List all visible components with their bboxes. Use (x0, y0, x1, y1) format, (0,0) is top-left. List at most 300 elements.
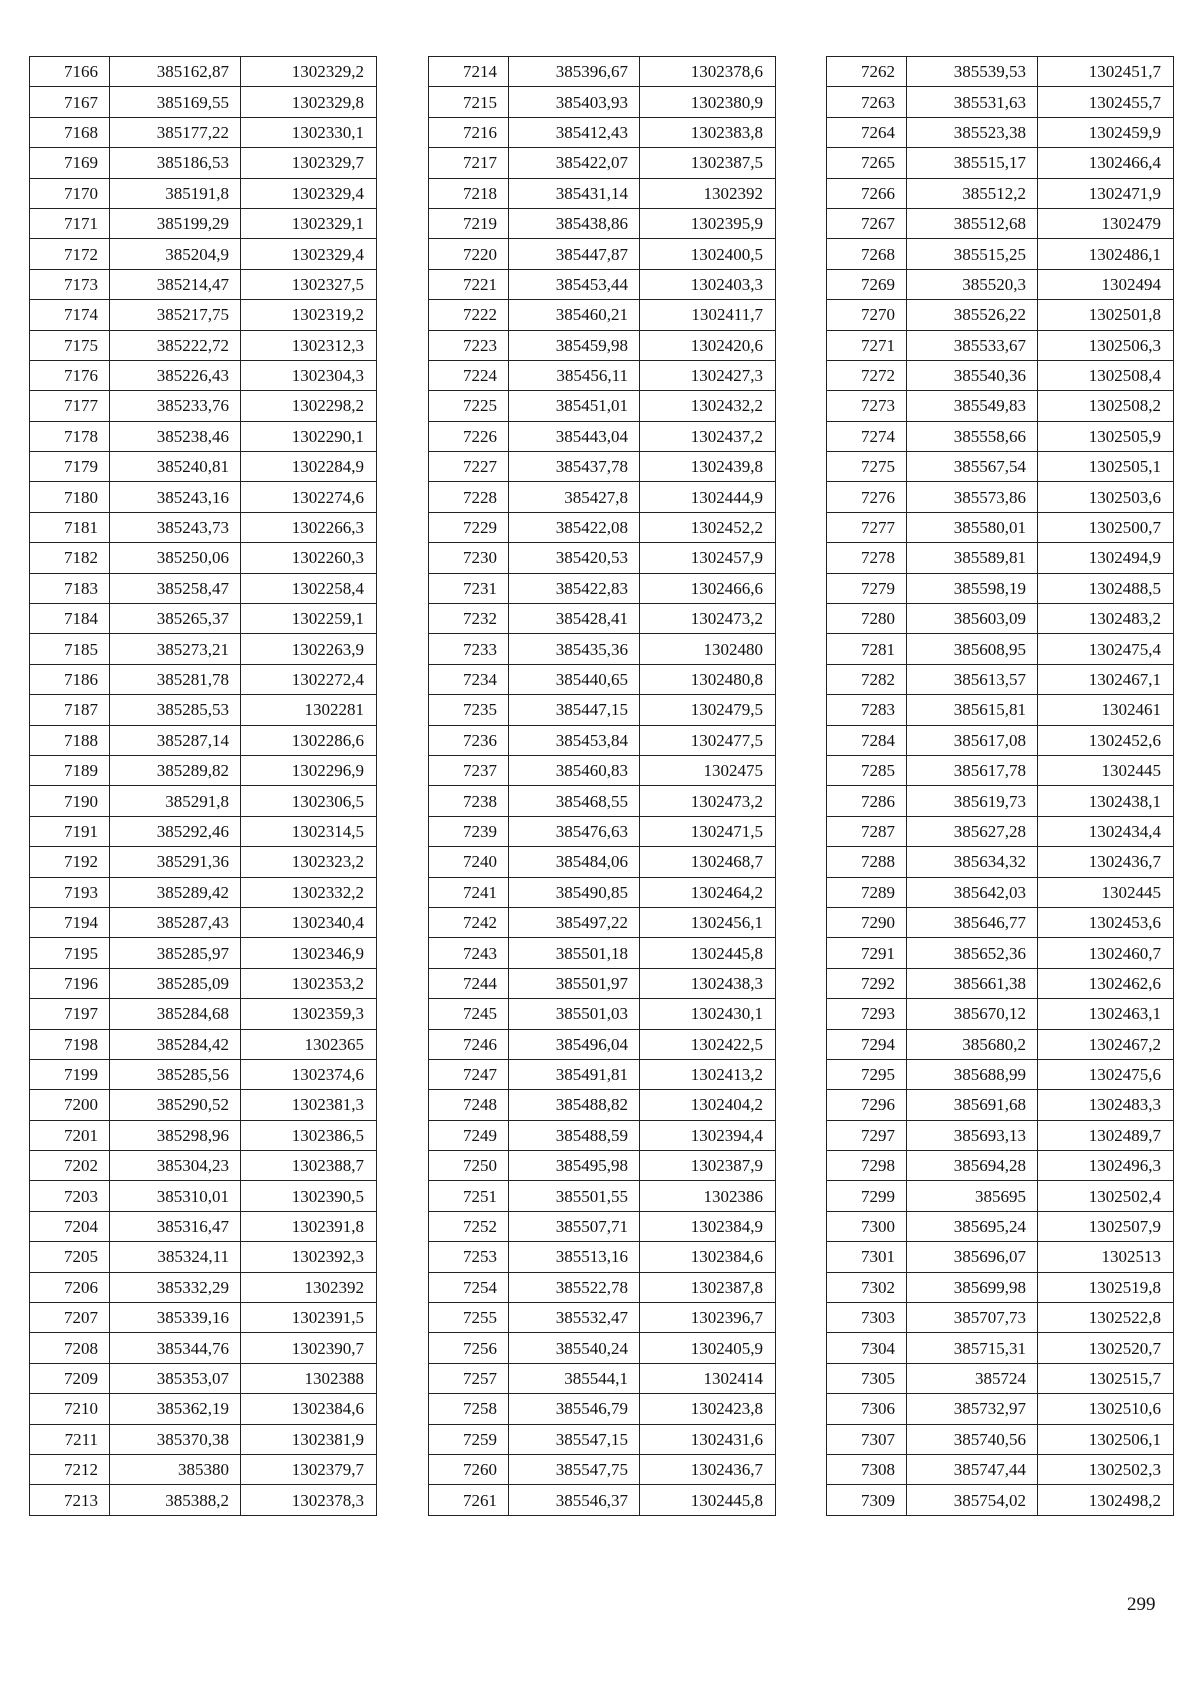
y-coordinate-cell: 1302473,2 (640, 786, 776, 816)
y-coordinate-cell: 1302456,1 (640, 907, 776, 937)
point-number-cell: 7258 (429, 1394, 509, 1424)
x-coordinate-cell: 385680,2 (907, 1029, 1038, 1059)
y-coordinate-cell: 1302411,7 (640, 300, 776, 330)
y-coordinate-cell: 1302505,9 (1038, 421, 1174, 451)
x-coordinate-cell: 385191,8 (110, 178, 241, 208)
point-number-cell: 7246 (429, 1029, 509, 1059)
table-row (30, 543, 377, 573)
y-coordinate-cell: 1302353,2 (241, 968, 377, 998)
x-coordinate-cell: 385754,02 (907, 1485, 1038, 1515)
y-coordinate-cell: 1302500,7 (1038, 512, 1174, 542)
point-number-cell: 7209 (30, 1363, 110, 1393)
point-number-cell: 7260 (429, 1454, 509, 1484)
table-row (30, 1424, 377, 1454)
table-row (429, 999, 776, 1029)
x-coordinate-cell: 385370,38 (110, 1424, 241, 1454)
y-coordinate-cell: 1302483,2 (1038, 604, 1174, 634)
y-coordinate-cell: 1302488,5 (1038, 573, 1174, 603)
table-row (429, 269, 776, 299)
y-coordinate-cell: 1302520,7 (1038, 1333, 1174, 1363)
x-coordinate-cell: 385468,55 (509, 786, 640, 816)
table-row (429, 573, 776, 603)
x-coordinate-cell: 385490,85 (509, 877, 640, 907)
table-row (429, 1211, 776, 1241)
x-coordinate-cell: 385339,16 (110, 1303, 241, 1333)
table-row (429, 512, 776, 542)
table-row (827, 482, 1174, 512)
x-coordinate-cell: 385316,47 (110, 1211, 241, 1241)
table-row (429, 1029, 776, 1059)
point-number-cell: 7234 (429, 664, 509, 694)
point-number-cell: 7200 (30, 1090, 110, 1120)
y-coordinate-cell: 1302505,1 (1038, 452, 1174, 482)
table-row (827, 117, 1174, 147)
y-coordinate-cell: 1302290,1 (241, 421, 377, 451)
table-row (30, 755, 377, 785)
point-number-cell: 7167 (30, 87, 110, 117)
x-coordinate-cell: 385476,63 (509, 816, 640, 846)
table-row (429, 1242, 776, 1272)
table-row (30, 938, 377, 968)
x-coordinate-cell: 385428,41 (509, 604, 640, 634)
point-number-cell: 7236 (429, 725, 509, 755)
table-row (827, 208, 1174, 238)
x-coordinate-cell: 385443,04 (509, 421, 640, 451)
table-row (429, 300, 776, 330)
y-coordinate-cell: 1302329,1 (241, 208, 377, 238)
y-coordinate-cell: 1302284,9 (241, 452, 377, 482)
table-row (429, 1394, 776, 1424)
x-coordinate-cell: 385233,76 (110, 391, 241, 421)
table-row (30, 1363, 377, 1393)
point-number-cell: 7184 (30, 604, 110, 634)
table-row (429, 907, 776, 937)
point-number-cell: 7281 (827, 634, 907, 664)
y-coordinate-cell: 1302381,3 (241, 1090, 377, 1120)
table-row (429, 695, 776, 725)
x-coordinate-cell: 385740,56 (907, 1424, 1038, 1454)
table-row (429, 938, 776, 968)
point-number-cell: 7284 (827, 725, 907, 755)
table-row (429, 148, 776, 178)
table-row (30, 1181, 377, 1211)
table-row (827, 1151, 1174, 1181)
x-coordinate-cell: 385362,19 (110, 1394, 241, 1424)
table-row (429, 1485, 776, 1515)
x-coordinate-cell: 385447,87 (509, 239, 640, 269)
table-row (429, 117, 776, 147)
x-coordinate-cell: 385512,2 (907, 178, 1038, 208)
point-number-cell: 7253 (429, 1242, 509, 1272)
y-coordinate-cell: 1302508,4 (1038, 360, 1174, 390)
y-coordinate-cell: 1302258,4 (241, 573, 377, 603)
x-coordinate-cell: 385459,98 (509, 330, 640, 360)
x-coordinate-cell: 385670,12 (907, 999, 1038, 1029)
point-number-cell: 7192 (30, 847, 110, 877)
y-coordinate-cell: 1302506,1 (1038, 1424, 1174, 1454)
table-row (827, 1485, 1174, 1515)
table-row (827, 148, 1174, 178)
x-coordinate-cell: 385501,97 (509, 968, 640, 998)
x-coordinate-cell: 385238,46 (110, 421, 241, 451)
y-coordinate-cell: 1302452,2 (640, 512, 776, 542)
y-coordinate-cell: 1302444,9 (640, 482, 776, 512)
table-row (827, 938, 1174, 968)
x-coordinate-cell: 385693,13 (907, 1120, 1038, 1150)
point-number-cell: 7309 (827, 1485, 907, 1515)
point-number-cell: 7180 (30, 482, 110, 512)
point-number-cell: 7265 (827, 148, 907, 178)
point-number-cell: 7248 (429, 1090, 509, 1120)
point-number-cell: 7280 (827, 604, 907, 634)
point-number-cell: 7175 (30, 330, 110, 360)
table-row (30, 117, 377, 147)
y-coordinate-cell: 1302453,6 (1038, 907, 1174, 937)
table-row (827, 755, 1174, 785)
x-coordinate-cell: 385691,68 (907, 1090, 1038, 1120)
table-row (30, 1151, 377, 1181)
point-number-cell: 7194 (30, 907, 110, 937)
table-row (429, 239, 776, 269)
point-number-cell: 7264 (827, 117, 907, 147)
point-number-cell: 7250 (429, 1151, 509, 1181)
table-row (827, 543, 1174, 573)
table-row (827, 1424, 1174, 1454)
y-coordinate-cell: 1302332,2 (241, 877, 377, 907)
x-coordinate-cell: 385533,67 (907, 330, 1038, 360)
x-coordinate-cell: 385497,22 (509, 907, 640, 937)
y-coordinate-cell: 1302462,6 (1038, 968, 1174, 998)
x-coordinate-cell: 385547,75 (509, 1454, 640, 1484)
y-coordinate-cell: 1302392,3 (241, 1242, 377, 1272)
page-number: 299 (1127, 1594, 1156, 1615)
x-coordinate-cell: 385501,03 (509, 999, 640, 1029)
y-coordinate-cell: 1302455,7 (1038, 87, 1174, 117)
point-number-cell: 7295 (827, 1059, 907, 1089)
table-row (827, 695, 1174, 725)
x-coordinate-cell: 385273,21 (110, 634, 241, 664)
x-coordinate-cell: 385488,59 (509, 1120, 640, 1150)
y-coordinate-cell: 1302387,9 (640, 1151, 776, 1181)
x-coordinate-cell: 385289,82 (110, 755, 241, 785)
point-number-cell: 7262 (827, 57, 907, 87)
table-row (429, 1181, 776, 1211)
x-coordinate-cell: 385546,37 (509, 1485, 640, 1515)
y-coordinate-cell: 1302513 (1038, 1242, 1174, 1272)
table-row (429, 847, 776, 877)
point-number-cell: 7238 (429, 786, 509, 816)
y-coordinate-cell: 1302432,2 (640, 391, 776, 421)
x-coordinate-cell: 385243,73 (110, 512, 241, 542)
point-number-cell: 7178 (30, 421, 110, 451)
y-coordinate-cell: 1302391,5 (241, 1303, 377, 1333)
point-number-cell: 7279 (827, 573, 907, 603)
table-row (827, 330, 1174, 360)
x-coordinate-cell: 385285,09 (110, 968, 241, 998)
coordinate-table-2 (428, 56, 776, 1516)
point-number-cell: 7286 (827, 786, 907, 816)
x-coordinate-cell: 385453,84 (509, 725, 640, 755)
point-number-cell: 7282 (827, 664, 907, 694)
y-coordinate-cell: 1302281 (241, 695, 377, 725)
point-number-cell: 7169 (30, 148, 110, 178)
point-number-cell: 7182 (30, 543, 110, 573)
y-coordinate-cell: 1302506,3 (1038, 330, 1174, 360)
y-coordinate-cell: 1302430,1 (640, 999, 776, 1029)
point-number-cell: 7179 (30, 452, 110, 482)
table-row (429, 816, 776, 846)
x-coordinate-cell: 385522,78 (509, 1272, 640, 1302)
point-number-cell: 7183 (30, 573, 110, 603)
x-coordinate-cell: 385732,97 (907, 1394, 1038, 1424)
point-number-cell: 7235 (429, 695, 509, 725)
table-row (429, 178, 776, 208)
y-coordinate-cell: 1302260,3 (241, 543, 377, 573)
x-coordinate-cell: 385304,23 (110, 1151, 241, 1181)
x-coordinate-cell: 385396,67 (509, 57, 640, 87)
y-coordinate-cell: 1302437,2 (640, 421, 776, 451)
x-coordinate-cell: 385484,06 (509, 847, 640, 877)
x-coordinate-cell: 385292,46 (110, 816, 241, 846)
point-number-cell: 7237 (429, 755, 509, 785)
table-row (30, 999, 377, 1029)
y-coordinate-cell: 1302494 (1038, 269, 1174, 299)
table-row (827, 907, 1174, 937)
table-row (30, 907, 377, 937)
point-number-cell: 7256 (429, 1333, 509, 1363)
x-coordinate-cell: 385281,78 (110, 664, 241, 694)
x-coordinate-cell: 385617,08 (907, 725, 1038, 755)
x-coordinate-cell: 385412,43 (509, 117, 640, 147)
x-coordinate-cell: 385523,38 (907, 117, 1038, 147)
point-number-cell: 7239 (429, 816, 509, 846)
point-number-cell: 7166 (30, 57, 110, 87)
y-coordinate-cell: 1302466,6 (640, 573, 776, 603)
y-coordinate-cell: 1302498,2 (1038, 1485, 1174, 1515)
table-row (30, 482, 377, 512)
point-number-cell: 7189 (30, 755, 110, 785)
y-coordinate-cell: 1302403,3 (640, 269, 776, 299)
y-coordinate-cell: 1302330,1 (241, 117, 377, 147)
table-row (30, 1394, 377, 1424)
table-row (429, 786, 776, 816)
y-coordinate-cell: 1302467,1 (1038, 664, 1174, 694)
y-coordinate-cell: 1302319,2 (241, 300, 377, 330)
y-coordinate-cell: 1302475,6 (1038, 1059, 1174, 1089)
point-number-cell: 7275 (827, 452, 907, 482)
x-coordinate-cell: 385431,14 (509, 178, 640, 208)
y-coordinate-cell: 1302467,2 (1038, 1029, 1174, 1059)
table-row (827, 786, 1174, 816)
point-number-cell: 7219 (429, 208, 509, 238)
table-row (827, 725, 1174, 755)
y-coordinate-cell: 1302323,2 (241, 847, 377, 877)
point-number-cell: 7205 (30, 1242, 110, 1272)
table-row (30, 208, 377, 238)
point-number-cell: 7266 (827, 178, 907, 208)
y-coordinate-cell: 1302384,6 (640, 1242, 776, 1272)
x-coordinate-cell: 385507,71 (509, 1211, 640, 1241)
y-coordinate-cell: 1302329,7 (241, 148, 377, 178)
y-coordinate-cell: 1302471,5 (640, 816, 776, 846)
table-row (827, 1120, 1174, 1150)
table-row (827, 1394, 1174, 1424)
x-coordinate-cell: 385715,31 (907, 1333, 1038, 1363)
table-row (30, 968, 377, 998)
point-number-cell: 7242 (429, 907, 509, 937)
point-number-cell: 7187 (30, 695, 110, 725)
point-number-cell: 7177 (30, 391, 110, 421)
point-number-cell: 7191 (30, 816, 110, 846)
point-number-cell: 7176 (30, 360, 110, 390)
point-number-cell: 7255 (429, 1303, 509, 1333)
y-coordinate-cell: 1302296,9 (241, 755, 377, 785)
table-row (827, 1059, 1174, 1089)
x-coordinate-cell: 385520,3 (907, 269, 1038, 299)
point-number-cell: 7220 (429, 239, 509, 269)
y-coordinate-cell: 1302502,3 (1038, 1454, 1174, 1484)
y-coordinate-cell: 1302519,8 (1038, 1272, 1174, 1302)
point-number-cell: 7244 (429, 968, 509, 998)
point-number-cell: 7243 (429, 938, 509, 968)
point-number-cell: 7267 (827, 208, 907, 238)
point-number-cell: 7221 (429, 269, 509, 299)
x-coordinate-cell: 385435,36 (509, 634, 640, 664)
table-row (827, 452, 1174, 482)
x-coordinate-cell: 385287,43 (110, 907, 241, 937)
point-number-cell: 7197 (30, 999, 110, 1029)
point-number-cell: 7171 (30, 208, 110, 238)
x-coordinate-cell: 385619,73 (907, 786, 1038, 816)
x-coordinate-cell: 385217,75 (110, 300, 241, 330)
point-number-cell: 7173 (30, 269, 110, 299)
x-coordinate-cell: 385324,11 (110, 1242, 241, 1272)
y-coordinate-cell: 1302483,3 (1038, 1090, 1174, 1120)
table-row (827, 968, 1174, 998)
y-coordinate-cell: 1302380,9 (640, 87, 776, 117)
x-coordinate-cell: 385539,53 (907, 57, 1038, 87)
table-row (30, 877, 377, 907)
y-coordinate-cell: 1302274,6 (241, 482, 377, 512)
point-number-cell: 7226 (429, 421, 509, 451)
table-row (429, 1424, 776, 1454)
table-row (429, 208, 776, 238)
y-coordinate-cell: 1302445,8 (640, 1485, 776, 1515)
table-row (30, 269, 377, 299)
table-row (30, 1211, 377, 1241)
point-number-cell: 7283 (827, 695, 907, 725)
x-coordinate-cell: 385532,47 (509, 1303, 640, 1333)
table-row (827, 1363, 1174, 1393)
point-number-cell: 7202 (30, 1151, 110, 1181)
point-number-cell: 7251 (429, 1181, 509, 1211)
y-coordinate-cell: 1302457,9 (640, 543, 776, 573)
x-coordinate-cell: 385549,83 (907, 391, 1038, 421)
table-row (30, 148, 377, 178)
y-coordinate-cell: 1302522,8 (1038, 1303, 1174, 1333)
point-number-cell: 7204 (30, 1211, 110, 1241)
y-coordinate-cell: 1302327,5 (241, 269, 377, 299)
x-coordinate-cell: 385747,44 (907, 1454, 1038, 1484)
point-number-cell: 7270 (827, 300, 907, 330)
x-coordinate-cell: 385258,47 (110, 573, 241, 603)
point-number-cell: 7263 (827, 87, 907, 117)
point-number-cell: 7277 (827, 512, 907, 542)
y-coordinate-cell: 1302413,2 (640, 1059, 776, 1089)
table-row (429, 1151, 776, 1181)
table-row (30, 604, 377, 634)
point-number-cell: 7306 (827, 1394, 907, 1424)
y-coordinate-cell: 1302451,7 (1038, 57, 1174, 87)
y-coordinate-cell: 1302405,9 (640, 1333, 776, 1363)
x-coordinate-cell: 385291,36 (110, 847, 241, 877)
table-row (30, 1242, 377, 1272)
point-number-cell: 7240 (429, 847, 509, 877)
table-row (429, 604, 776, 634)
table-row (30, 330, 377, 360)
point-number-cell: 7299 (827, 1181, 907, 1211)
x-coordinate-cell: 385226,43 (110, 360, 241, 390)
point-number-cell: 7268 (827, 239, 907, 269)
point-number-cell: 7304 (827, 1333, 907, 1363)
y-coordinate-cell: 1302392 (241, 1272, 377, 1302)
y-coordinate-cell: 1302390,5 (241, 1181, 377, 1211)
point-number-cell: 7301 (827, 1242, 907, 1272)
table-row (429, 725, 776, 755)
table-row (30, 57, 377, 87)
point-number-cell: 7210 (30, 1394, 110, 1424)
y-coordinate-cell: 1302436,7 (1038, 847, 1174, 877)
point-number-cell: 7168 (30, 117, 110, 147)
table-row (429, 452, 776, 482)
table-row (30, 1120, 377, 1150)
x-coordinate-cell: 385290,52 (110, 1090, 241, 1120)
point-number-cell: 7186 (30, 664, 110, 694)
x-coordinate-cell: 385699,98 (907, 1272, 1038, 1302)
table-row (827, 1454, 1174, 1484)
table-row (429, 87, 776, 117)
x-coordinate-cell: 385240,81 (110, 452, 241, 482)
table-row (30, 725, 377, 755)
y-coordinate-cell: 1302463,1 (1038, 999, 1174, 1029)
point-number-cell: 7300 (827, 1211, 907, 1241)
y-coordinate-cell: 1302400,5 (640, 239, 776, 269)
y-coordinate-cell: 1302404,2 (640, 1090, 776, 1120)
x-coordinate-cell: 385427,8 (509, 482, 640, 512)
y-coordinate-cell: 1302515,7 (1038, 1363, 1174, 1393)
y-coordinate-cell: 1302502,4 (1038, 1181, 1174, 1211)
y-coordinate-cell: 1302384,9 (640, 1211, 776, 1241)
table-row (827, 391, 1174, 421)
y-coordinate-cell: 1302387,8 (640, 1272, 776, 1302)
y-coordinate-cell: 1302383,8 (640, 117, 776, 147)
point-number-cell: 7188 (30, 725, 110, 755)
point-number-cell: 7195 (30, 938, 110, 968)
table-row (30, 1303, 377, 1333)
table-row (429, 1272, 776, 1302)
table-row (827, 604, 1174, 634)
table-row (429, 421, 776, 451)
point-number-cell: 7230 (429, 543, 509, 573)
point-number-cell: 7170 (30, 178, 110, 208)
point-number-cell: 7206 (30, 1272, 110, 1302)
table-row (30, 391, 377, 421)
x-coordinate-cell: 385186,53 (110, 148, 241, 178)
x-coordinate-cell: 385403,93 (509, 87, 640, 117)
point-number-cell: 7174 (30, 300, 110, 330)
x-coordinate-cell: 385617,78 (907, 755, 1038, 785)
point-number-cell: 7214 (429, 57, 509, 87)
